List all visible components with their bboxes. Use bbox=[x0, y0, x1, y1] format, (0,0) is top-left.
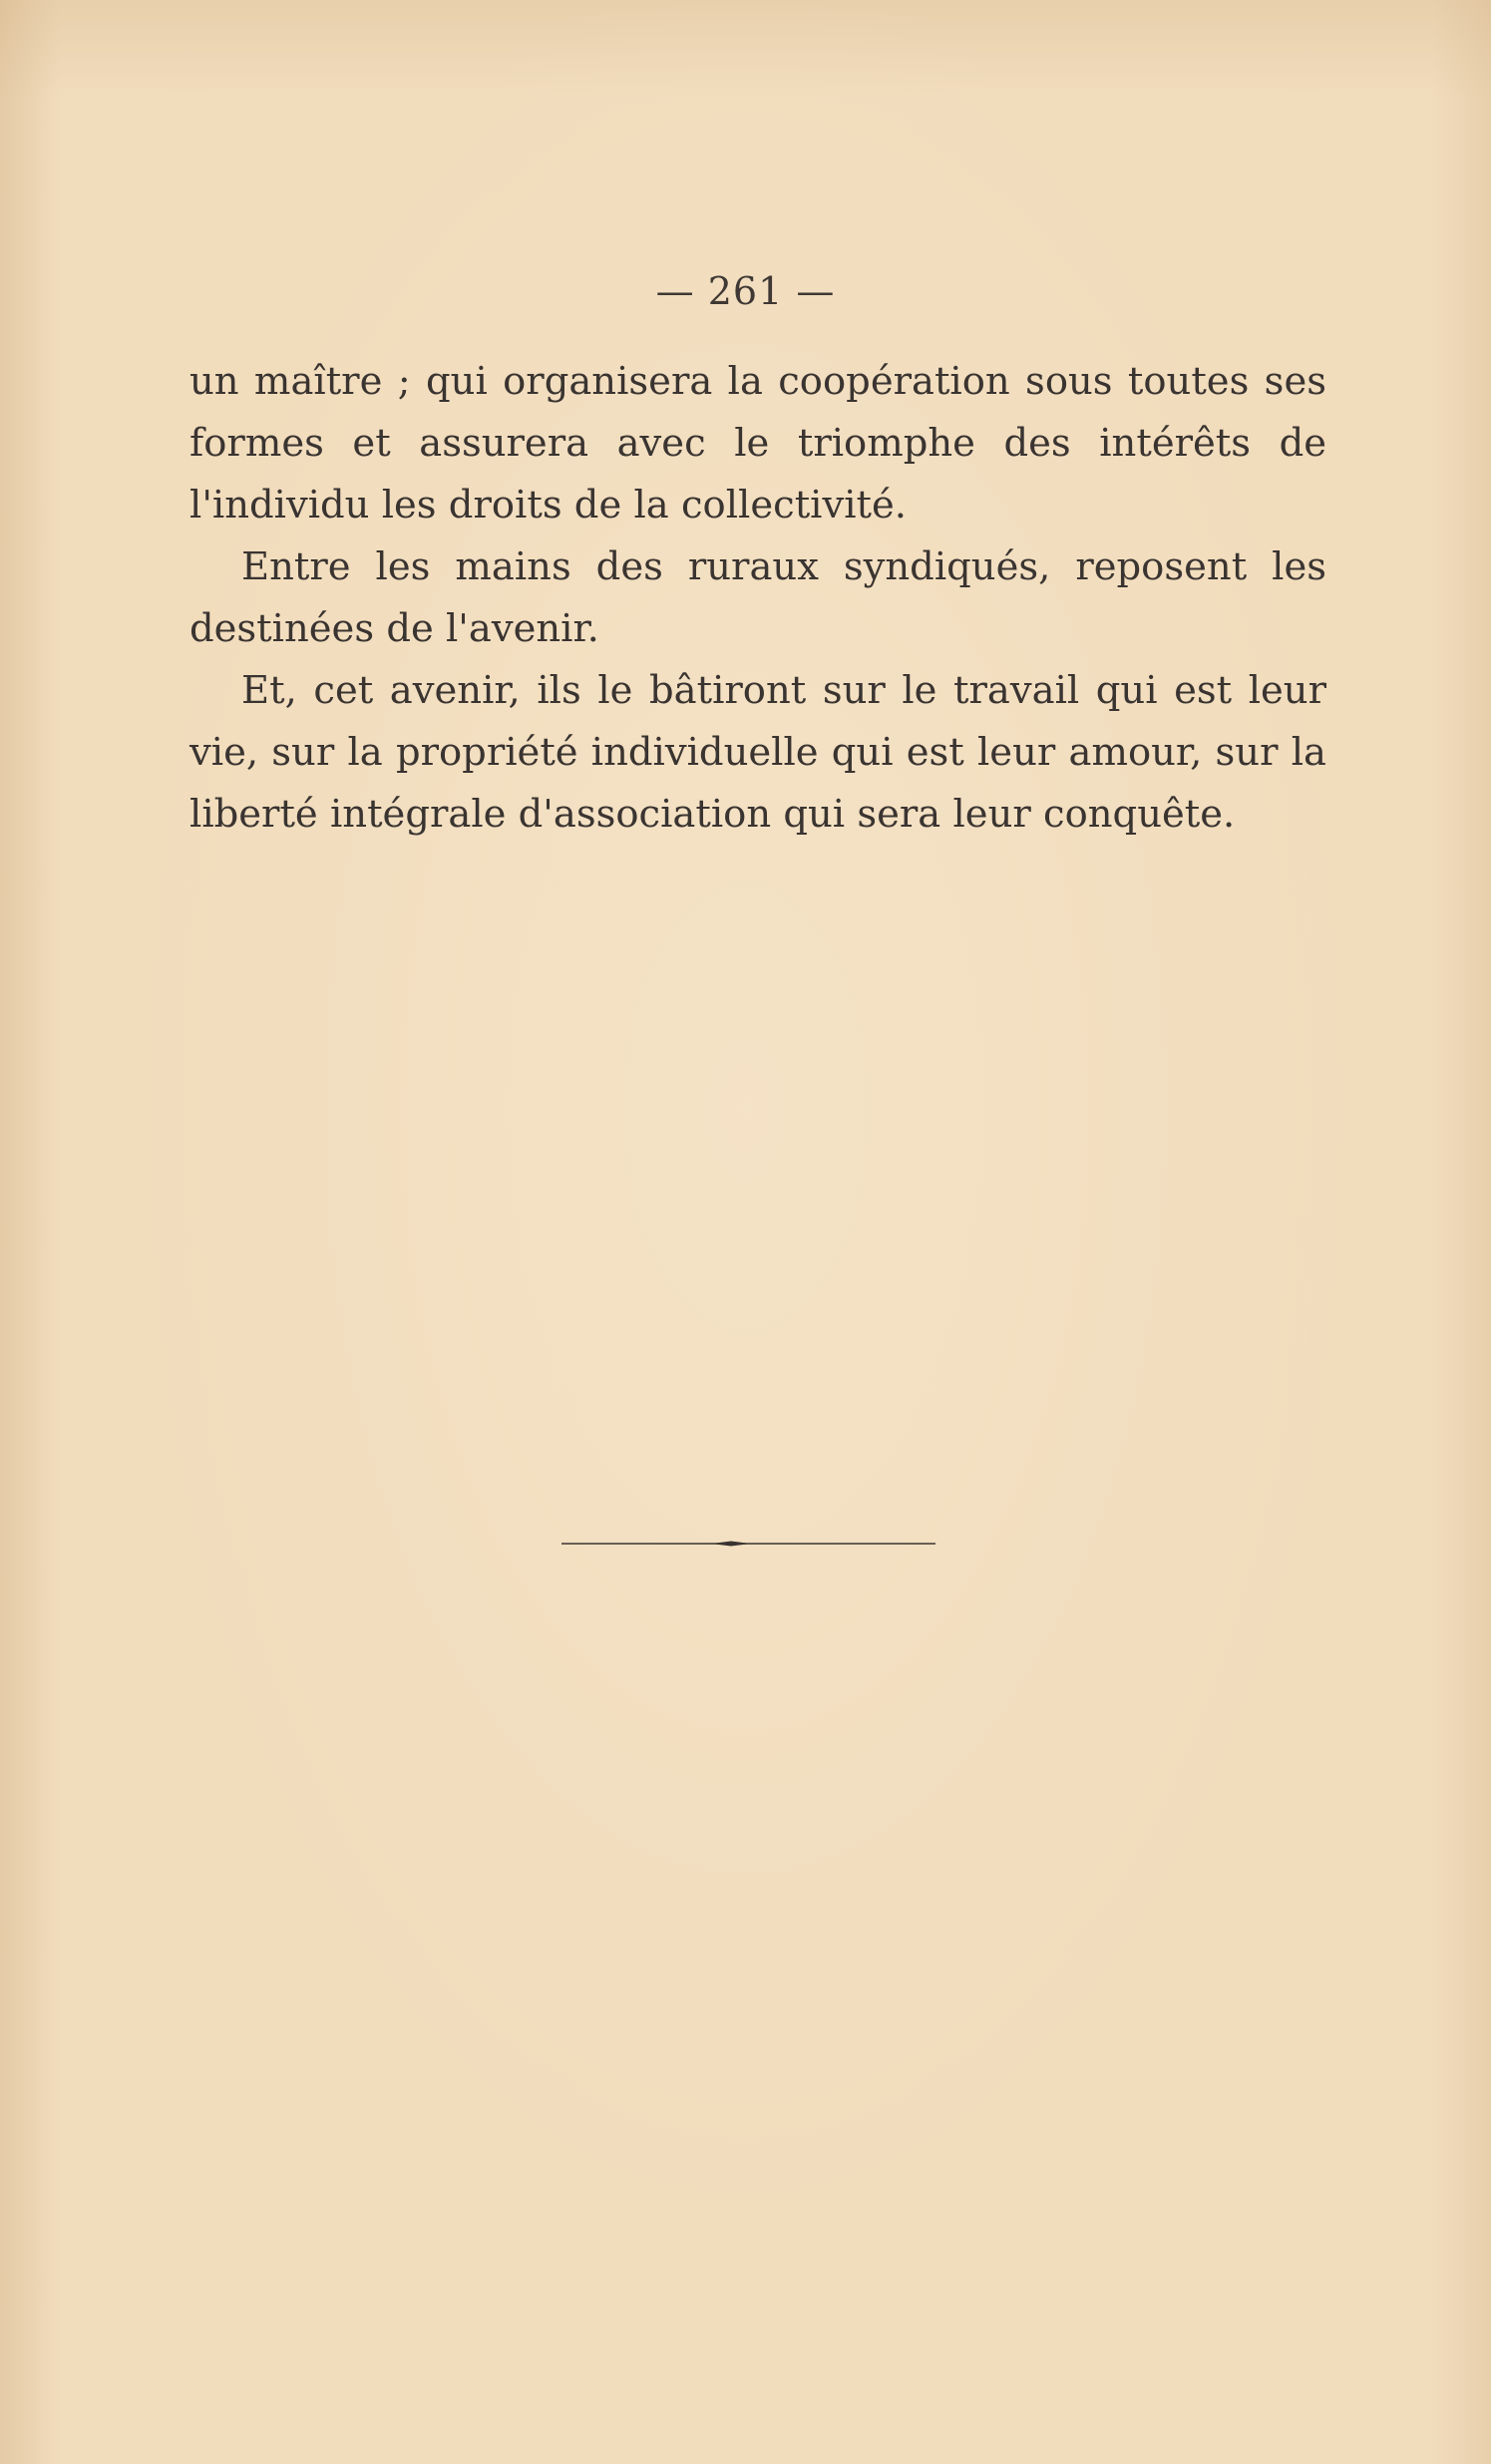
end-ornament bbox=[561, 1534, 935, 1554]
paragraph: Entre les mains des ruraux syndiqués, reposent les destinées de l'avenir. bbox=[189, 544, 1326, 651]
body-text bbox=[189, 351, 1326, 846]
paragraph-continuation: un maître ; qui organisera la coopération sous toutes ses formes et assurera avec le triomphe des intérêts de l'individu les droits de la collectivité. bbox=[189, 359, 1326, 528]
paragraph: Et, cet avenir, ils le bâtiront sur le travail qui est leur vie, sur la propriété individuelle qui est leur amour, sur la liberté intégrale d'association qui sera leur conquête. bbox=[189, 668, 1326, 837]
page-number: — 261 — bbox=[655, 269, 836, 313]
